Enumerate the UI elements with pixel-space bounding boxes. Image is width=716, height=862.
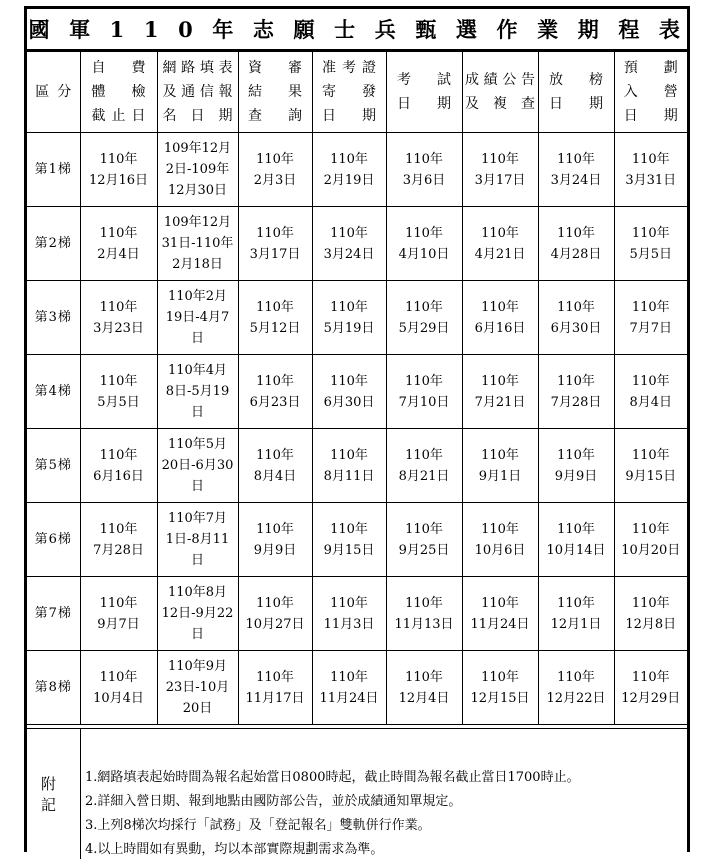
header-cell: [538, 52, 614, 133]
table-cell: [157, 207, 238, 281]
note-item: 1.網路填表起始時間為報名起始當日0800時起，截止時間為報名截止當日1700時止。: [85, 770, 580, 785]
cell-line: 3月23日: [93, 320, 144, 336]
table-cell: [538, 577, 614, 651]
cell-line: 6月23日: [249, 394, 301, 410]
table-cell: [80, 503, 157, 577]
header-line: 准考證: [322, 60, 376, 76]
row-label: 第8梯: [27, 651, 80, 725]
cell-line: 3月31日: [625, 172, 677, 188]
cell-line: 11月13日: [394, 616, 454, 632]
cell-line: 110年: [631, 595, 670, 611]
notes-list: [85, 766, 580, 862]
table-cell: [614, 355, 687, 429]
table-cell: [462, 281, 538, 355]
cell-line: 日: [190, 553, 204, 568]
table-cell: [157, 281, 238, 355]
cell-line: 8月11日: [323, 468, 375, 484]
cell-line: 7月28日: [550, 394, 602, 410]
table-cell: [386, 503, 462, 577]
table-cell: [462, 429, 538, 503]
cell-line: 110年: [256, 521, 294, 537]
table-cell: [538, 281, 614, 355]
cell-line: 5月29日: [398, 320, 450, 336]
cell-line: 110年: [405, 151, 443, 167]
note-item: 2.詳細入營日期、報到地點由國防部公告，並於成績通知單規定。: [85, 794, 462, 809]
cell-line: 110年: [330, 299, 368, 315]
title-row: [27, 9, 700, 52]
cell-line: 6月16日: [93, 468, 144, 484]
cell-line: 110年: [481, 669, 519, 685]
cell-line: 110年: [330, 225, 368, 241]
table-cell: [312, 133, 386, 207]
table-cell: [80, 355, 157, 429]
row-label: 第5梯: [27, 429, 80, 503]
cell-line: 110年: [405, 595, 443, 611]
table-cell: [238, 281, 312, 355]
table-cell: [238, 651, 312, 725]
cell-line: 20日-6月30: [161, 458, 234, 473]
cell-line: 110年: [631, 521, 670, 537]
table-cell: [238, 503, 312, 577]
notes-section: [27, 728, 687, 859]
header-row: [27, 52, 687, 133]
cell-line: 2月18日: [172, 257, 223, 272]
cell-line: 110年: [99, 151, 138, 167]
cell-line: 12月29日: [621, 690, 681, 706]
table-cell: [238, 355, 312, 429]
row-label: 第3梯: [27, 281, 80, 355]
cell-line: 4月21日: [474, 246, 526, 262]
cell-line: 4月28日: [550, 246, 602, 262]
table-row: [27, 133, 687, 207]
table-row: [27, 503, 687, 577]
header-line: 日期: [623, 108, 678, 124]
cell-line: 3月6日: [402, 172, 446, 188]
table-cell: [386, 281, 462, 355]
table-cell: [312, 281, 386, 355]
table-cell: [386, 133, 462, 207]
table-cell: [312, 577, 386, 651]
cell-line: 110年: [631, 447, 670, 463]
table-cell: [312, 651, 386, 725]
cell-line: 10月20日: [621, 542, 681, 558]
header-cell: [157, 52, 238, 133]
cell-line: 110年: [481, 225, 519, 241]
header-line: 截止日: [91, 108, 146, 124]
table-cell: [614, 577, 687, 651]
table-cell: [614, 207, 687, 281]
cell-line: 日: [190, 627, 204, 642]
table-cell: [614, 281, 687, 355]
table-row: [27, 281, 687, 355]
cell-line: 110年: [405, 447, 443, 463]
cell-line: 12日-9月22: [161, 606, 234, 621]
cell-line: 6月16日: [474, 320, 526, 336]
table-cell: [462, 133, 538, 207]
header-line: 結果: [248, 84, 302, 100]
cell-line: 110年: [481, 299, 519, 315]
table-row: [27, 651, 687, 725]
cell-line: 31日-110年: [161, 236, 234, 251]
header-line: 成績公告: [465, 72, 535, 88]
table-cell: [312, 207, 386, 281]
cell-line: 109年12月: [163, 141, 232, 156]
table-cell: [80, 281, 157, 355]
cell-line: 3月17日: [249, 246, 301, 262]
table-cell: [80, 207, 157, 281]
cell-line: 110年: [330, 669, 368, 685]
cell-line: 12月16日: [88, 172, 149, 188]
cell-line: 6月30日: [323, 394, 375, 410]
header-line: 日期: [322, 108, 376, 124]
cell-line: 4月10日: [398, 246, 450, 262]
cell-line: 110年: [481, 595, 519, 611]
cell-line: 9月1日: [478, 468, 522, 484]
cell-line: 110年: [99, 225, 138, 241]
table-cell: [80, 133, 157, 207]
header-cell: [80, 52, 157, 133]
header-line: 日期: [397, 96, 451, 112]
cell-line: 110年7月: [167, 511, 228, 526]
table-cell: [238, 207, 312, 281]
cell-line: 110年: [557, 521, 595, 537]
cell-line: 6月30日: [550, 320, 602, 336]
cell-line: 5月12日: [249, 320, 301, 336]
cell-line: 110年: [557, 447, 595, 463]
table-cell: [238, 429, 312, 503]
cell-line: 110年: [557, 373, 595, 389]
cell-line: 110年: [557, 669, 595, 685]
cell-line: 110年8月: [167, 585, 228, 600]
table-cell: [614, 429, 687, 503]
cell-line: 110年: [631, 669, 670, 685]
header-line: 體檢: [91, 84, 146, 100]
row-label: 第7梯: [27, 577, 80, 651]
header-label: 區分: [35, 84, 72, 100]
header-line: 名日期: [162, 108, 233, 124]
header-line: 寄發: [322, 84, 376, 100]
cell-line: 110年9月: [167, 659, 228, 674]
cell-line: 11月24日: [470, 616, 530, 632]
cell-line: 11月24日: [319, 690, 379, 706]
header-line: 放榜: [549, 72, 603, 88]
table-row: [27, 207, 687, 281]
cell-line: 12月4日: [398, 690, 450, 706]
cell-line: 110年: [405, 521, 443, 537]
header-cell: [614, 52, 687, 133]
header-line: 預劃: [623, 60, 678, 76]
header-district: [27, 52, 80, 133]
cell-line: 110年: [481, 447, 519, 463]
cell-line: 110年: [557, 151, 595, 167]
table-cell: [157, 577, 238, 651]
table-cell: [386, 429, 462, 503]
table-cell: [157, 503, 238, 577]
table-cell: [538, 207, 614, 281]
row-label: 第6梯: [27, 503, 80, 577]
note-item: 3.上列8梯次均採行「試務」及「登記報名」雙軌併行作業。: [85, 818, 431, 833]
schedule-document: [24, 6, 700, 857]
table-cell: [462, 355, 538, 429]
cell-line: 110年: [557, 595, 595, 611]
cell-line: 110年: [405, 299, 443, 315]
header-line: 資審: [248, 60, 302, 76]
table-cell: [538, 503, 614, 577]
header-cell: [462, 52, 538, 133]
notes-label-cell: [27, 729, 81, 859]
notes-label: 附記: [41, 775, 75, 814]
cell-line: 110年: [557, 225, 595, 241]
cell-line: 110年: [330, 373, 368, 389]
cell-line: 110年2月: [167, 289, 228, 304]
cell-line: 110年: [330, 595, 368, 611]
cell-line: 8月21日: [398, 468, 450, 484]
cell-line: 110年: [330, 447, 368, 463]
cell-line: 110年: [99, 669, 138, 685]
cell-line: 9月7日: [97, 616, 140, 632]
table-cell: [80, 429, 157, 503]
cell-line: 12月8日: [625, 616, 677, 632]
cell-line: 5月19日: [323, 320, 375, 336]
cell-line: 日: [190, 405, 204, 420]
header-line: 網路填表: [162, 60, 233, 76]
cell-line: 110年: [631, 151, 670, 167]
table-cell: [386, 207, 462, 281]
table-cell: [312, 503, 386, 577]
table-cell: [538, 355, 614, 429]
cell-line: 110年: [405, 669, 443, 685]
cell-line: 12月15日: [470, 690, 530, 706]
cell-line: 9月9日: [554, 468, 598, 484]
cell-line: 110年: [256, 669, 294, 685]
table-cell: [462, 503, 538, 577]
table-cell: [80, 577, 157, 651]
table-cell: [312, 429, 386, 503]
table-cell: [238, 577, 312, 651]
table-cell: [312, 355, 386, 429]
cell-line: 10月27日: [245, 616, 305, 632]
header-line: 及複查: [465, 96, 535, 112]
header-line: 自費: [91, 60, 146, 76]
cell-line: 10月4日: [93, 690, 144, 706]
cell-line: 11月3日: [323, 616, 375, 632]
table-row: [27, 577, 687, 651]
cell-line: 1日-8月11: [165, 532, 230, 547]
cell-line: 110年: [256, 447, 294, 463]
cell-line: 8月4日: [629, 394, 673, 410]
table-cell: [157, 133, 238, 207]
cell-line: 9月25日: [398, 542, 450, 558]
cell-line: 110年: [631, 373, 670, 389]
cell-line: 110年: [631, 225, 670, 241]
table-cell: [157, 355, 238, 429]
note-item: 4.以上時間如有異動，均以本部實際規劃需求為準。: [85, 842, 384, 857]
row-label: 第4梯: [27, 355, 80, 429]
cell-line: 2月19日: [323, 172, 375, 188]
cell-line: 9月9日: [253, 542, 297, 558]
table-cell: [538, 429, 614, 503]
cell-line: 110年: [99, 373, 138, 389]
cell-line: 7月28日: [93, 542, 144, 558]
cell-line: 110年: [99, 299, 138, 315]
table-cell: [614, 503, 687, 577]
cell-line: 110年: [256, 225, 294, 241]
cell-line: 23日-10月: [165, 680, 230, 695]
cell-line: 8月4日: [253, 468, 297, 484]
cell-line: 日: [190, 479, 204, 494]
cell-line: 3月24日: [550, 172, 602, 188]
header-cell: [238, 52, 312, 133]
table-cell: [238, 133, 312, 207]
header-line: 及通信報: [162, 84, 233, 100]
cell-line: 10月6日: [474, 542, 526, 558]
table-cell: [462, 577, 538, 651]
header-cell: [386, 52, 462, 133]
cell-line: 110年5月: [167, 437, 228, 452]
cell-line: 110年: [256, 595, 294, 611]
row-label: 第2梯: [27, 207, 80, 281]
cell-line: 7月10日: [398, 394, 450, 410]
cell-line: 20日: [182, 701, 213, 716]
table-cell: [157, 429, 238, 503]
cell-line: 9月15日: [323, 542, 375, 558]
table-cell: [386, 577, 462, 651]
cell-line: 19日-4月7: [165, 310, 230, 325]
header-cell: [312, 52, 386, 133]
table-cell: [538, 133, 614, 207]
cell-line: 9月15日: [625, 468, 677, 484]
table-cell: [157, 651, 238, 725]
cell-line: 110年: [405, 373, 443, 389]
cell-line: 110年: [481, 373, 519, 389]
cell-line: 7月7日: [629, 320, 673, 336]
cell-line: 2日-109年: [165, 162, 230, 177]
cell-line: 110年: [330, 521, 368, 537]
cell-line: 3月17日: [474, 172, 526, 188]
cell-line: 110年: [631, 299, 670, 315]
header-line: 查詢: [248, 108, 302, 124]
cell-line: 110年: [99, 521, 138, 537]
table-cell: [614, 651, 687, 725]
cell-line: 2月4日: [97, 246, 140, 262]
row-label: 第1梯: [27, 133, 80, 207]
header-line: 日期: [549, 96, 603, 112]
header-line: 考試: [397, 72, 451, 88]
table-row: [27, 355, 687, 429]
cell-line: 日: [190, 331, 204, 346]
cell-line: 2月3日: [253, 172, 297, 188]
cell-line: 12月30日: [167, 183, 228, 198]
cell-line: 110年: [330, 151, 368, 167]
cell-line: 109年12月: [163, 215, 232, 230]
cell-line: 11月17日: [245, 690, 305, 706]
cell-line: 110年: [256, 151, 294, 167]
document-title: 國軍110年志願士兵甄選作業期程表: [28, 17, 700, 42]
table-cell: [462, 651, 538, 725]
table-cell: [386, 355, 462, 429]
header-line: 入營: [623, 84, 678, 100]
cell-line: 5月5日: [97, 394, 140, 410]
table-cell: [462, 207, 538, 281]
cell-line: 8日-5月19: [165, 384, 230, 399]
cell-line: 110年: [256, 299, 294, 315]
cell-line: 110年4月: [167, 363, 228, 378]
cell-line: 10月14日: [546, 542, 606, 558]
cell-line: 110年: [481, 151, 519, 167]
cell-line: 5月5日: [629, 246, 673, 262]
cell-line: 12月1日: [550, 616, 602, 632]
cell-line: 12月22日: [546, 690, 606, 706]
table-row: [27, 429, 687, 503]
table-cell: [80, 651, 157, 725]
cell-line: 110年: [256, 373, 294, 389]
table-cell: [614, 133, 687, 207]
cell-line: 110年: [557, 299, 595, 315]
cell-line: 110年: [99, 595, 138, 611]
cell-line: 110年: [99, 447, 138, 463]
cell-line: 7月21日: [474, 394, 526, 410]
table-cell: [386, 651, 462, 725]
cell-line: 110年: [481, 521, 519, 537]
cell-line: 110年: [405, 225, 443, 241]
schedule-table: [27, 52, 687, 725]
cell-line: 3月24日: [323, 246, 375, 262]
table-cell: [538, 651, 614, 725]
